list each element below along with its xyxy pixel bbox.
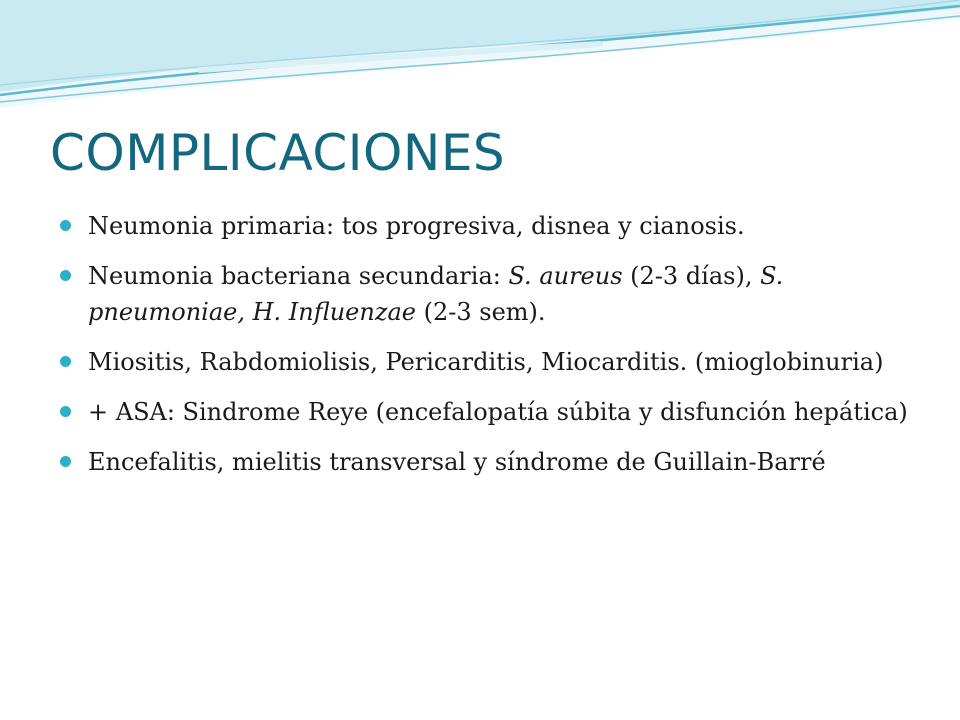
text-run: Neumonia bacteriana secundaria: — [88, 262, 509, 290]
bullet-item — [60, 258, 910, 330]
bullet-text — [88, 348, 883, 376]
bullet-text — [88, 212, 745, 240]
text-run: Encefalitis, mielitis transversal y síndrome de Guillain-Barré — [88, 448, 826, 476]
bullet-item — [60, 394, 910, 430]
bullet-item — [60, 444, 910, 480]
bullet-dot-icon — [60, 356, 71, 367]
text-run: + ASA: Sindrome Reye (encefalopatía súbita y disfunción hepática) — [88, 398, 908, 426]
slide-title: COMPLICACIONES — [50, 124, 506, 182]
bullet-text — [88, 262, 783, 326]
text-run: Miositis, Rabdomiolisis, Pericarditis, Miocarditis. (mioglobinuria) — [88, 348, 884, 376]
bullet-dot-icon — [60, 270, 71, 281]
italic-text: S. pneumoniae, H. Influenzae — [88, 262, 784, 326]
bullet-dot-icon — [60, 456, 71, 467]
header-wave-decoration — [0, 0, 960, 120]
text-run: (2-3 días), — [622, 262, 761, 290]
bullet-item — [60, 208, 910, 244]
bullet-item — [60, 344, 910, 380]
italic-text: S. aureus — [508, 262, 623, 290]
text-run: Neumonia primaria: tos progresiva, disnea y cianosis. — [88, 212, 745, 240]
text-run: (2-3 sem). — [416, 298, 546, 326]
bullet-list — [60, 208, 910, 494]
bullet-dot-icon — [60, 406, 71, 417]
bullet-text — [88, 448, 826, 476]
bullet-text — [88, 398, 908, 426]
bullet-dot-icon — [60, 220, 71, 231]
